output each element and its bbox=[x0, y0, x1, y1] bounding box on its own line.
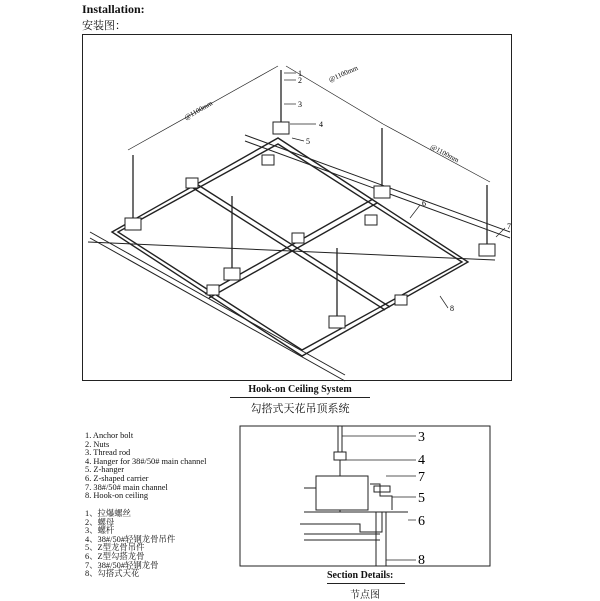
legend-en-item: 2. Nuts bbox=[85, 439, 110, 449]
legend-zh-item: 6、Z型勾搭龙骨 bbox=[85, 551, 145, 561]
callout-6: 6 bbox=[422, 199, 426, 208]
section-callout-8: 8 bbox=[418, 553, 425, 568]
section-title: Section Details: bbox=[327, 570, 394, 581]
legend-en-item: 3. Thread rod bbox=[85, 448, 131, 458]
section-callout-5: 5 bbox=[418, 491, 425, 506]
legend-zh-item: 7、38#/50#轻钢龙骨 bbox=[85, 560, 159, 570]
callout-1: 1 bbox=[298, 69, 302, 78]
legend-zh-item: 3、螺杆 bbox=[85, 526, 115, 536]
section-callout-4: 4 bbox=[418, 453, 425, 468]
legend-en-item: 4. Hanger for 38#/50# main channel bbox=[85, 456, 207, 466]
legend-en-item: 8. Hook-on ceiling bbox=[85, 491, 149, 501]
callout-8: 8 bbox=[450, 304, 454, 313]
dim-label-top: @1100mm bbox=[327, 63, 360, 84]
legend-zh-item: 4、38#/50#轻钢龙骨吊件 bbox=[85, 534, 176, 544]
dim-label-left: @1100mm bbox=[183, 99, 214, 122]
z-carrier-grid bbox=[112, 138, 468, 356]
section-title-underline bbox=[327, 583, 405, 584]
dim-label-right: @1100mm bbox=[429, 142, 461, 165]
callout-leaders bbox=[284, 73, 505, 308]
system-caption: Hook-on Ceiling System bbox=[248, 384, 352, 395]
callout-2: 2 bbox=[298, 76, 302, 85]
section-callout-7: 7 bbox=[418, 470, 425, 485]
callout-7: 7 bbox=[507, 222, 511, 231]
section-callout-6: 6 bbox=[418, 514, 425, 529]
system-caption-underline bbox=[230, 397, 370, 398]
callout-3: 3 bbox=[298, 100, 302, 109]
legend-en-item: 5. Z-hanger bbox=[85, 465, 125, 475]
legend-zh-item: 5、Z型龙骨吊件 bbox=[85, 543, 145, 553]
legend-zh-item: 8、勾搭式天花 bbox=[85, 569, 140, 579]
legend-en-item: 7. 38#/50# main channel bbox=[85, 482, 168, 492]
section-detail bbox=[240, 426, 490, 566]
legend-en-item: 1. Anchor bolt bbox=[85, 431, 134, 440]
legend-zh-item: 1、拉爆螺丝 bbox=[85, 509, 132, 518]
callout-5: 5 bbox=[306, 137, 310, 146]
legend-zh bbox=[85, 510, 175, 579]
installation-title: Installation: bbox=[82, 2, 145, 16]
system-caption-zh: 勾搭式天花吊顶系统 bbox=[250, 403, 350, 415]
legend-en-item: 6. Z-shaped carrier bbox=[85, 473, 149, 483]
callout-4: 4 bbox=[319, 120, 323, 129]
legend-en bbox=[85, 432, 206, 501]
section-callout-3: 3 bbox=[418, 430, 425, 445]
section-title-zh: 节点图 bbox=[350, 590, 380, 601]
legend-zh-item: 2、螺母 bbox=[85, 517, 115, 527]
installation-title-zh: 安装图： bbox=[82, 20, 126, 32]
